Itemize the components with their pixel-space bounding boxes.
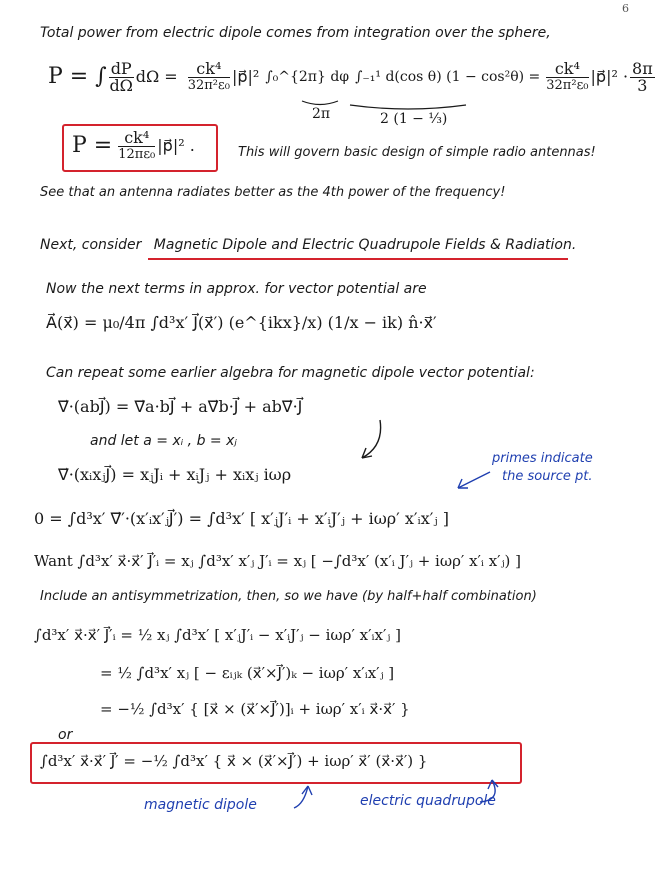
boxed-lhs: P =: [72, 133, 113, 158]
next-text: Next, consider: [40, 237, 142, 253]
underbrace-theta: [348, 104, 468, 112]
integral-phi: ∫₀^{2π} dφ: [265, 69, 350, 85]
divergence-xx-equation: ∇⃗·(xᵢxⱼJ⃗) = xⱼJᵢ + xᵢJⱼ + xᵢxⱼ iωρ: [58, 465, 292, 484]
integral-theta: ∫₋₁¹ d(cos θ) (1 − cos²θ) =: [355, 69, 541, 85]
or-text: or: [58, 727, 73, 743]
final-equation: ∫d³x′ x⃗·x⃗′ J⃗′ = −½ ∫d³x′ { x⃗ × (x⃗′×J⃗′) + iωρ′ x⃗′ (x⃗·x⃗′) }: [40, 752, 428, 770]
zero-integral-equation: 0 = ∫d³x′ ∇⃗′·(x′ᵢx′ⱼJ⃗′) = ∫d³x′ [ x′ⱼJ′ᵢ + x′ᵢJ′ⱼ + iωρ′ x′ᵢx′ⱼ ]: [34, 509, 449, 528]
power-integral-equation: [48, 52, 657, 102]
result-denominator: 32π²ε₀: [546, 77, 589, 93]
divergence-identity: ∇⃗·(abJ⃗) = ∇⃗a·bJ⃗ + a∇⃗b·J⃗ + ab∇⃗·J⃗: [58, 397, 303, 416]
arrow-to-note-icon: [452, 470, 492, 492]
antisymmetrization-text: Include an antisymmetrization, then, so we have (by half+half combination): [40, 589, 537, 604]
boxed-numerator: ck⁴: [118, 130, 155, 147]
antenna-note: This will govern basic design of simple radio antennas!: [238, 145, 596, 160]
prefactor-denominator: 32π²ε₀: [187, 77, 230, 93]
primes-note-line2: the source pt.: [502, 469, 593, 484]
want-equation: Want ∫d³x′ x⃗·x⃗′ J⃗′ᵢ = xⱼ ∫d³x′ x′ⱼ J′ᵢ = xⱼ [ −∫d³x′ (x′ᵢ J′ⱼ + iωρ′ x′ᵢ x′ⱼ) ]: [34, 552, 522, 570]
curved-arrow-icon: [350, 418, 390, 464]
heading-underline: [148, 258, 568, 260]
p-squared: |p⃗|²: [231, 67, 260, 86]
eight-pi: 8π: [632, 58, 653, 78]
boxed-fraction: [118, 127, 156, 163]
dOmega-tail: dΩ =: [135, 67, 178, 86]
antisym-equation-c: = −½ ∫d³x′ { [x⃗ × (x⃗′×J⃗′)]ᵢ + iωρ′ x′ᵢ x⃗·x⃗′ }: [100, 700, 410, 718]
three: 3: [637, 75, 648, 95]
power-lhs: P = ∫: [48, 64, 107, 89]
dOmega-denominator: dΩ: [109, 75, 133, 95]
quadrupole-arrow-icon: [476, 778, 506, 808]
under-2pi: 2π: [312, 106, 331, 122]
magnetic-arrow-icon: [290, 782, 320, 812]
section-heading: Magnetic Dipole and Electric Quadrupole Fields & Radiation.: [153, 237, 577, 253]
vector-potential-equation: A⃗(x⃗) = μ₀/4π ∫d³x′ J⃗(x⃗′) (e^{ikx}/x) (1/x − ik) n̂·x⃗′: [46, 313, 437, 332]
boxed-denominator: 12πε₀: [118, 146, 156, 162]
under-two-thirds: 2 (1 − ⅓): [380, 111, 448, 127]
boxed-tail: |p⃗|² .: [157, 136, 195, 155]
next-terms-text: Now the next terms in approx. for vector potential are: [46, 281, 427, 297]
primes-note-line1: primes indicate: [492, 451, 593, 466]
antisym-equation-a: ∫d³x′ x⃗·x⃗′ J⃗′ᵢ = ½ xⱼ ∫d³x′ [ x′ⱼJ′ᵢ − x′ᵢJ′ⱼ − iωρ′ x′ᵢx′ⱼ ]: [34, 626, 401, 644]
intro-text: Total power from electric dipole comes from integration over the sphere,: [40, 25, 551, 41]
boxed-power-equation: [72, 126, 195, 166]
p-squared-dot: |p⃗|² ·: [590, 67, 629, 86]
underbrace-phi: [300, 100, 340, 108]
page-number: 6: [622, 2, 629, 15]
result-numerator: ck⁴: [546, 61, 588, 78]
prefactor-numerator: ck⁴: [188, 61, 230, 78]
frequency-note: See that an antenna radiates better as the 4th power of the frequency!: [40, 185, 506, 200]
dP-numerator: dP: [110, 58, 132, 78]
and-let-text: and let a = xᵢ , b = xⱼ: [90, 433, 237, 449]
result-fraction: [546, 58, 589, 94]
repeat-algebra-text: Can repeat some earlier algebra for magnetic dipole vector potential:: [46, 365, 535, 381]
dP-dOmega-fraction: [109, 58, 134, 95]
eight-pi-third: [630, 58, 655, 95]
magnetic-dipole-label: magnetic dipole: [144, 797, 257, 813]
electric-quadrupole-label: electric quadrupole: [360, 793, 496, 809]
antisym-equation-b: = ½ ∫d³x′ xⱼ [ − εᵢⱼₖ (x⃗′×J⃗′)ₖ − iωρ′ x′ᵢx′ⱼ ]: [100, 664, 395, 682]
prefactor-fraction: [187, 58, 230, 94]
next-consider: [40, 236, 576, 254]
